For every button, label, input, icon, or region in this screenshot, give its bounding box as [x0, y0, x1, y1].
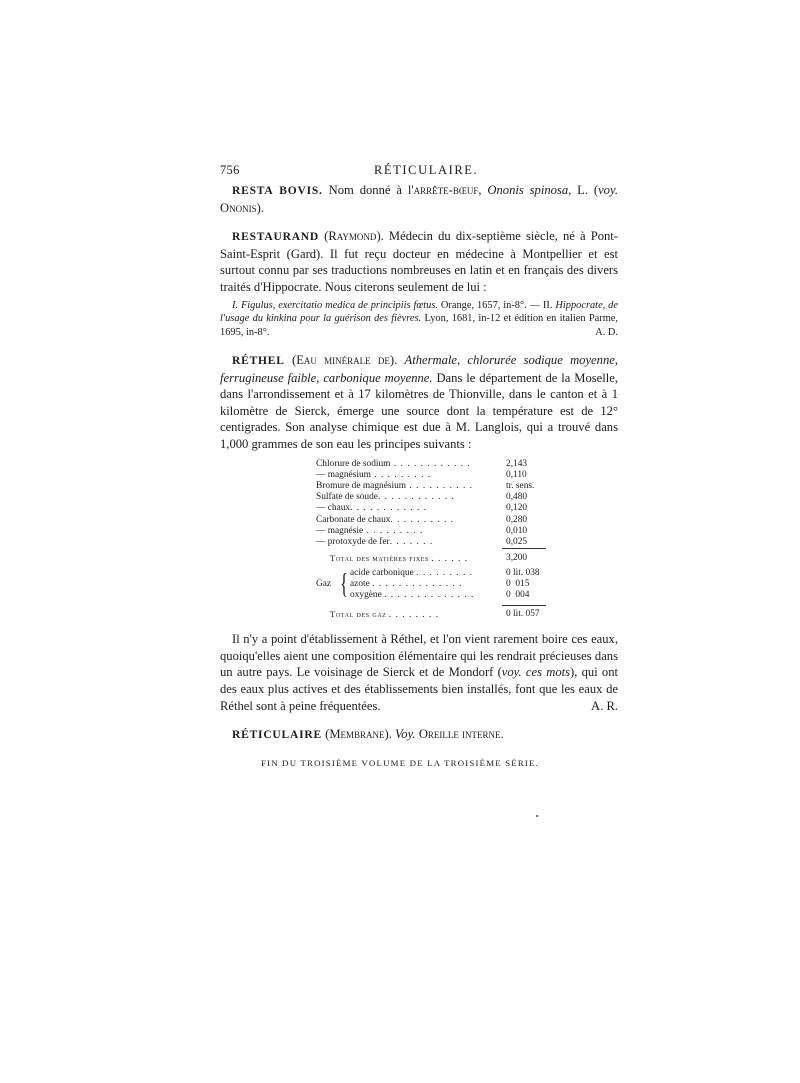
analysis-row: Chlorure de sodium . . . . . . . . . . . . 2,143	[316, 459, 546, 470]
substance-value: 0,010	[506, 525, 528, 536]
gas-total-row: Total des gaz . . . . . . . . 0 lit. 057	[316, 606, 546, 621]
gas-name: acide carbonique	[350, 567, 414, 578]
substance-label: Carbonate de chaux	[316, 514, 391, 525]
analysis-row: — chaux. . . . . . . . . . . . 0,120	[316, 503, 546, 514]
entry-resta-bovis: RESTA BOVIS. Nom donné à l'arrête-bœuf, Ononis spinosa, L. (voy. Ononis).	[220, 183, 619, 215]
brace: {	[340, 568, 349, 600]
headword: RESTA BOVIS.	[232, 185, 323, 197]
substance-value: 0,480	[506, 492, 528, 503]
gas-total-table	[316, 605, 546, 621]
analysis-table	[316, 459, 546, 565]
substance-label: Bromure de magnésium	[316, 480, 407, 491]
substance-value: tr. sens.	[506, 480, 535, 491]
gas-name: oxygène	[350, 590, 382, 601]
gas-value: 0 015	[506, 579, 530, 590]
total-fixed-row: Total des matières fixes . . . . . . 3,200	[316, 549, 546, 565]
bibliography	[220, 299, 618, 340]
substance-value: 0,025	[506, 536, 528, 547]
analysis-row: Sulfate de soude. . . . . . . . . . . . 0,480	[316, 492, 546, 503]
colophon: FIN DU TROISIÈME VOLUME DE LA TROISIÈME SÉRIE.	[260, 758, 540, 768]
running-head	[220, 160, 618, 182]
print-speck	[536, 815, 538, 817]
author-signature: A. D.	[595, 327, 618, 339]
gas-name: azote	[350, 579, 370, 590]
substance-value: 2,143	[506, 458, 528, 469]
page-body	[220, 160, 618, 744]
analysis-row: — magnésium . . . . . . . . . 0,110	[316, 470, 546, 481]
headword: RÉTHEL	[232, 354, 285, 367]
analysis-row: — magnésie . . . . . . . . . 0,010	[316, 526, 546, 537]
gas-value: 0 lit. 038	[506, 567, 540, 578]
analysis-row: — protoxyde de fer. . . . . . . 0,025	[316, 537, 546, 549]
substance-label: — chaux	[316, 503, 351, 514]
gas-block	[316, 568, 618, 621]
substance-value: 0,280	[506, 514, 528, 525]
gas-row: oxygène . . . . . . . . . . . . . . 0 004	[350, 590, 546, 601]
author-signature: A. R.	[591, 698, 618, 713]
entry-reticulaire: RÉTICULAIRE (Membrane). Voy. Oreille interne.	[232, 727, 504, 742]
substance-label: — magnésium	[316, 469, 371, 480]
analysis-row: Carbonate de chaux. . . . . . . . . . 0,280	[316, 515, 546, 526]
substance-value: 0,120	[506, 503, 528, 514]
gas-row: azote . . . . . . . . . . . . . . 0 015	[350, 579, 546, 590]
gas-row: acide carbonique . . . . . . . . . 0 lit. 038	[350, 568, 546, 579]
gas-value: 0 004	[506, 590, 530, 601]
substance-label: Sulfate de soude	[316, 492, 378, 503]
substance-value: 0,110	[506, 469, 527, 480]
gas-label: Gaz	[316, 579, 332, 590]
running-title: RÉTICULAIRE.	[374, 163, 479, 177]
entry-restaurand: RESTAURAND (Raymond). Médecin du dix-septième siècle, né à Pont-Saint-Esprit (Gard). Il fut reçu docteur en médecine à Montpellier et est surtout connu par ses traductions nombreuses en latin et en français des divers traités d'Hippocrate. Nous citerons seulement de lui :	[220, 229, 618, 294]
page-number: 756	[220, 163, 240, 177]
reference-item: I. Figulus, exercitatio medica de principiis fœtus. Orange, 1657, in-8°. — II. Hippocrate, de l'usage du kinkina pour la guérison des fièvres. Lyon, 1681, in-12 et édition en italien Parme, 1695, in-8°. A. D.	[220, 299, 618, 339]
substance-label: — protoxyde de fer	[316, 536, 390, 547]
headword: RESTAURAND	[232, 231, 320, 244]
gas-table	[350, 568, 546, 602]
rethel-conclusion: Il n'y a point d'établissement à Réthel, et l'on vient rarement boire ces eaux, quoiqu'elles aient une composition élémentaire qui les rendrait précieuses dans un autre pays. Le voisinage de Sierck et de Mondorf (voy. ces mots), qui ont des eaux plus actives et des établissements bien installés, font que les eaux de Réthel sont à peine fréquentées. A. R.	[220, 632, 619, 713]
headword: RÉTICULAIRE	[232, 729, 322, 742]
substance-label: — magnésie	[316, 525, 364, 536]
entry-rethel: RÉTHEL (Eau minérale de). Athermale, chlorurée sodique moyenne, ferrugineuse faible, carbonique moyenne. Dans le département de la Moselle, dans l'arrondissement et à 17 kilomètres de Thionville, dans le canton et à 1 kilomètre de Sierck, émerge une source dont la température est de 12° centigrades. Son analyse chimique est due à M. Langlois, qui a trouvé dans 1,000 grammes de son eau les principes suivants :	[220, 352, 618, 451]
analysis-row: Bromure de magnésium . . . . . . . . . . tr. sens.	[316, 481, 546, 492]
substance-label: Chlorure de sodium	[316, 458, 391, 469]
